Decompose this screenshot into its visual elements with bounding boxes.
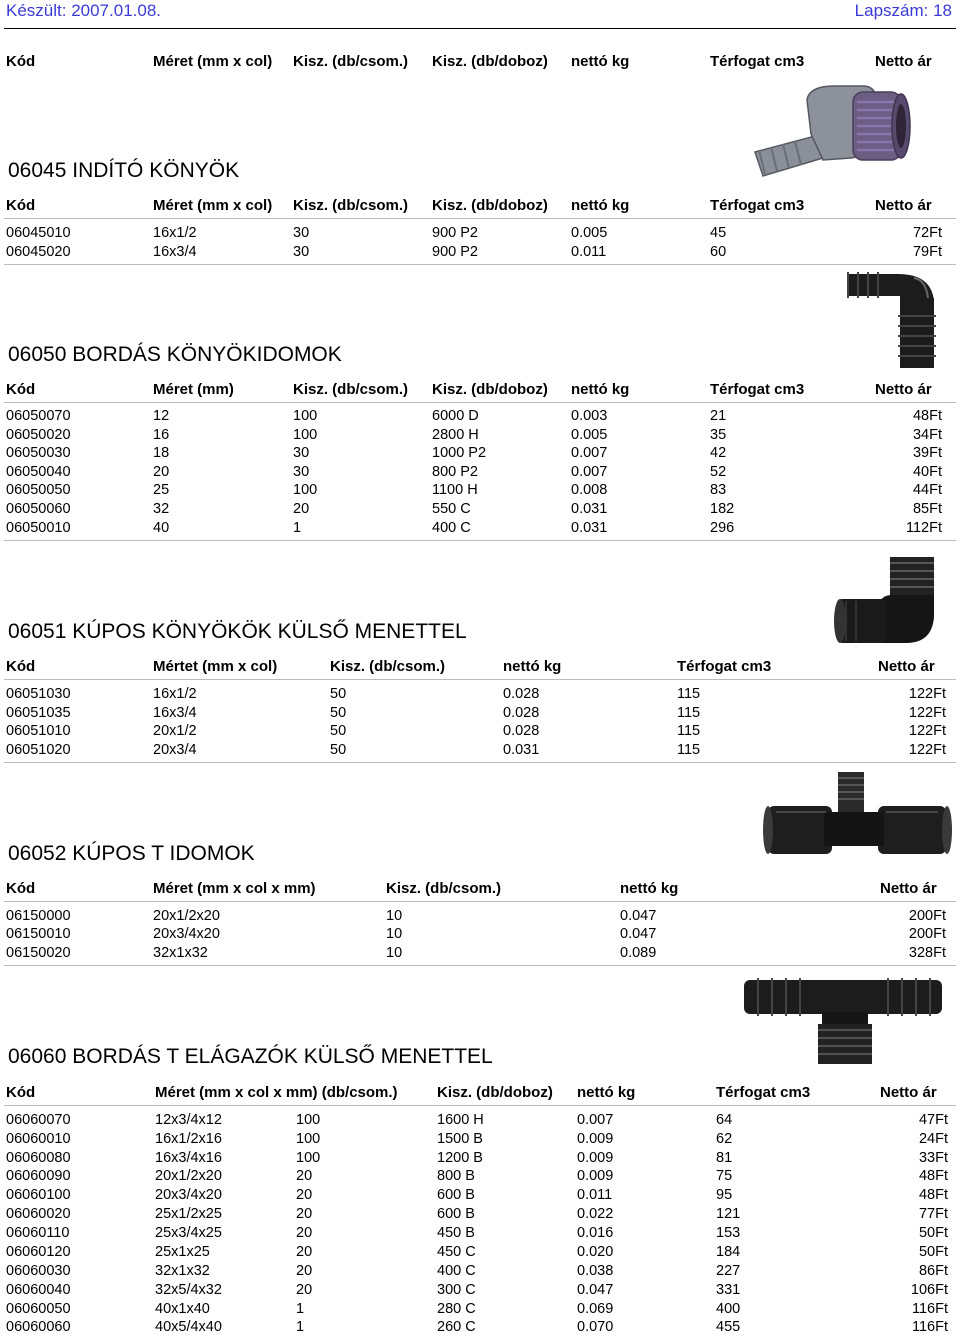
cell: 60	[710, 244, 727, 260]
cell: 20	[293, 501, 310, 517]
header-cell: Térfogat cm3	[710, 197, 805, 214]
cell: 06050020	[6, 427, 71, 443]
cell: 16x1/2	[153, 225, 197, 241]
cell: 20x1/2x20	[153, 908, 220, 924]
cell: 0.047	[620, 908, 657, 924]
price-cell: 200Ft	[908, 926, 946, 942]
header-cell: Kisz. (db/csom.)	[386, 880, 502, 897]
header-cell: Netto ár	[880, 1084, 937, 1101]
cell: 06060030	[6, 1263, 71, 1279]
price-cell: 44Ft	[912, 482, 942, 498]
cell: 32	[153, 501, 170, 517]
cell: 331	[716, 1282, 741, 1298]
cell: 0.007	[571, 445, 608, 461]
price-cell: 122Ft	[908, 705, 946, 721]
section-title: 06052 KÚPOS T IDOMOK	[8, 842, 255, 865]
header-cell: Kisz. (db/doboz)	[437, 1084, 553, 1101]
header-cell: Méret (mm x col)	[153, 197, 273, 214]
cell: 20	[296, 1263, 313, 1279]
cell: 06060010	[6, 1131, 71, 1147]
cell: 600 B	[437, 1206, 475, 1222]
cell: 100	[296, 1131, 321, 1147]
price-cell: 40Ft	[912, 464, 942, 480]
cell: 16x1/2x16	[155, 1131, 222, 1147]
cell: 100	[296, 1150, 321, 1166]
barbed-tee-image	[738, 972, 948, 1068]
cell: 06150010	[6, 926, 71, 942]
cell: 600 B	[437, 1187, 475, 1203]
cell: 30	[293, 244, 310, 260]
cell: 2800 H	[432, 427, 479, 443]
price-cell: 122Ft	[908, 686, 946, 702]
divider	[4, 901, 956, 902]
header-cell: Netto ár	[875, 197, 932, 214]
header-cell: Térfogat cm3	[710, 381, 805, 398]
cell: 40	[153, 520, 170, 536]
cell: 115	[677, 742, 701, 758]
cell: 100	[293, 427, 318, 443]
cell: 16x1/2	[153, 686, 197, 702]
cell: 50	[330, 705, 347, 721]
price-cell: 48Ft	[912, 408, 942, 424]
cell: 30	[293, 225, 310, 241]
header-cell: Méret (mm x col x mm) (db/csom.)	[155, 1084, 398, 1101]
cell: 0.009	[577, 1168, 614, 1184]
created-date: Készült: 2007.01.08.	[6, 1, 162, 20]
cell: 1	[296, 1301, 305, 1317]
header-cell: Kód	[6, 197, 36, 214]
cell: 0.028	[503, 686, 540, 702]
cell: 20x1/2	[153, 723, 197, 739]
header-cell: Mértet (mm x col)	[153, 658, 278, 675]
cell: 115	[677, 686, 701, 702]
cell: 06150020	[6, 945, 71, 961]
cell: 10	[386, 908, 403, 924]
cell: 1200 B	[437, 1150, 483, 1166]
header-cell: Kód	[6, 53, 36, 70]
cell: 0.031	[571, 501, 608, 517]
cell: 45	[710, 225, 727, 241]
cell: 35	[710, 427, 727, 443]
cell: 153	[716, 1225, 741, 1241]
cell: 20x3/4x20	[153, 926, 220, 942]
cell: 12	[153, 408, 170, 424]
cell: 06060100	[6, 1187, 71, 1203]
cell: 20	[296, 1282, 313, 1298]
divider	[4, 1105, 956, 1106]
compression-elbow-image	[832, 555, 947, 647]
cell: 20	[296, 1206, 313, 1222]
divider	[4, 679, 956, 680]
cell: 06060080	[6, 1150, 71, 1166]
header-cell: Térfogat cm3	[716, 1084, 811, 1101]
cell: 0.038	[577, 1263, 614, 1279]
cell: 06060040	[6, 1282, 71, 1298]
cell: 400 C	[432, 520, 471, 536]
cell: 32x1x32	[153, 945, 208, 961]
cell: 800 P2	[432, 464, 478, 480]
header-cell: Netto ár	[875, 381, 932, 398]
cell: 0.020	[577, 1244, 614, 1260]
cell: 100	[293, 482, 318, 498]
header-cell: Kisz. (db/csom.)	[293, 381, 409, 398]
cell: 0.028	[503, 705, 540, 721]
cell: 06060110	[6, 1225, 70, 1241]
cell: 18	[153, 445, 170, 461]
cell: 06051030	[6, 686, 71, 702]
cell: 06060060	[6, 1319, 71, 1335]
cell: 06060090	[6, 1168, 71, 1184]
header-cell: Kisz. (db/doboz)	[432, 53, 548, 70]
price-cell: 50Ft	[918, 1244, 948, 1260]
header-cell: Kisz. (db/csom.)	[293, 53, 409, 70]
cell: 16x3/4	[153, 244, 197, 260]
cell: 1	[296, 1319, 305, 1335]
cell: 0.031	[503, 742, 540, 758]
price-cell: 116Ft	[911, 1301, 948, 1317]
cell: 30	[293, 445, 310, 461]
cell: 227	[716, 1263, 741, 1279]
cell: 20	[153, 464, 170, 480]
cell: 25x1/2x25	[155, 1206, 222, 1222]
header-cell: nettó kg	[571, 381, 630, 398]
header-cell: Méret (mm x col)	[153, 53, 273, 70]
cell: 06045020	[6, 244, 71, 260]
cell: 06051035	[6, 705, 71, 721]
divider	[4, 540, 956, 541]
cell: 10	[386, 926, 403, 942]
page-number: Lapszám: 18	[854, 1, 952, 20]
price-cell: 79Ft	[912, 244, 942, 260]
price-cell: 50Ft	[918, 1225, 948, 1241]
cell: 25	[153, 482, 170, 498]
section-title: 06045 INDÍTÓ KÖNYÖK	[8, 159, 240, 182]
cell: 0.008	[571, 482, 608, 498]
cell: 06060020	[6, 1206, 71, 1222]
cell: 296	[710, 520, 735, 536]
cell: 280 C	[437, 1301, 476, 1317]
header-cell: Méret (mm)	[153, 381, 234, 398]
cell: 100	[296, 1112, 321, 1128]
cell: 300 C	[437, 1282, 476, 1298]
price-cell: 116Ft	[911, 1319, 948, 1335]
price-cell: 328Ft	[908, 945, 946, 961]
cell: 06060070	[6, 1112, 71, 1128]
cell: 0.009	[577, 1131, 614, 1147]
cell: 0.005	[571, 427, 608, 443]
cell: 42	[710, 445, 727, 461]
price-cell: 48Ft	[918, 1187, 948, 1203]
cell: 455	[716, 1319, 741, 1335]
cell: 260 C	[437, 1319, 476, 1335]
section-title: 06050 BORDÁS KÖNYÖKIDOMOK	[8, 343, 342, 366]
cell: 182	[710, 501, 735, 517]
cell: 0.070	[577, 1319, 614, 1335]
compression-tee-image	[760, 770, 956, 870]
price-cell: 47Ft	[918, 1112, 948, 1128]
price-cell: 33Ft	[918, 1150, 948, 1166]
cell: 20	[296, 1244, 313, 1260]
header-cell: Kód	[6, 658, 36, 675]
cell: 06050050	[6, 482, 71, 498]
cell: 1600 H	[437, 1112, 484, 1128]
cell: 30	[293, 464, 310, 480]
cell: 06060050	[6, 1301, 71, 1317]
cell: 06060120	[6, 1244, 71, 1260]
barbed-elbow-image	[840, 268, 940, 370]
cell: 0.047	[620, 926, 657, 942]
cell: 52	[710, 464, 727, 480]
cell: 20x3/4	[153, 742, 197, 758]
cell: 50	[330, 723, 347, 739]
cell: 10	[386, 945, 403, 961]
header-cell: Kód	[6, 1084, 36, 1101]
cell: 6000 D	[432, 408, 479, 424]
cell: 40x5/4x40	[155, 1319, 222, 1335]
price-cell: 48Ft	[918, 1168, 948, 1184]
cell: 95	[716, 1187, 733, 1203]
cell: 06150000	[6, 908, 71, 924]
price-cell: 86Ft	[918, 1263, 948, 1279]
cell: 900 P2	[432, 244, 478, 260]
header-cell: nettó kg	[571, 53, 630, 70]
cell: 450 C	[437, 1244, 476, 1260]
cell: 06050010	[6, 520, 71, 536]
top-divider	[4, 28, 956, 29]
cell: 0.069	[577, 1301, 614, 1317]
cell: 0.028	[503, 723, 540, 739]
cell: 16x3/4	[153, 705, 197, 721]
header-cell: Kisz. (db/doboz)	[432, 197, 548, 214]
price-cell: 106Ft	[910, 1282, 948, 1298]
cell: 50	[330, 742, 347, 758]
price-cell: 24Ft	[918, 1131, 948, 1147]
cell: 115	[677, 705, 701, 721]
cell: 400	[716, 1301, 741, 1317]
cell: 06050060	[6, 501, 71, 517]
cell: 0.011	[577, 1187, 613, 1203]
cell: 121	[716, 1206, 741, 1222]
cell: 450 B	[437, 1225, 475, 1241]
divider	[4, 402, 956, 403]
price-cell: 77Ft	[918, 1206, 948, 1222]
cell: 21	[710, 408, 727, 424]
divider	[4, 264, 956, 265]
cell: 40x1x40	[155, 1301, 210, 1317]
divider	[4, 762, 956, 763]
header-cell: Kisz. (db/doboz)	[432, 381, 548, 398]
price-cell: 122Ft	[908, 723, 946, 739]
cell: 06050040	[6, 464, 71, 480]
cell: 1	[293, 520, 302, 536]
cell: 0.009	[577, 1150, 614, 1166]
cell: 900 P2	[432, 225, 478, 241]
cell: 100	[293, 408, 318, 424]
cell: 0.011	[571, 244, 607, 260]
cell: 20x1/2x20	[155, 1168, 222, 1184]
cell: 06050070	[6, 408, 71, 424]
cell: 800 B	[437, 1168, 475, 1184]
cell: 06051010	[6, 723, 71, 739]
price-cell: 34Ft	[912, 427, 942, 443]
cell: 81	[716, 1150, 733, 1166]
price-cell: 85Ft	[912, 501, 942, 517]
cell: 06050030	[6, 445, 71, 461]
cell: 64	[716, 1112, 733, 1128]
divider	[4, 218, 956, 219]
cell: 1000 P2	[432, 445, 487, 461]
cell: 0.089	[620, 945, 657, 961]
header-cell: Kód	[6, 381, 36, 398]
cell: 25x1x25	[155, 1244, 210, 1260]
cell: 16x3/4x16	[155, 1150, 222, 1166]
header-cell: Kisz. (db/csom.)	[293, 197, 409, 214]
price-cell: 200Ft	[908, 908, 946, 924]
header-cell: nettó kg	[503, 658, 562, 675]
cell: 20	[296, 1168, 313, 1184]
cell: 550 C	[432, 501, 471, 517]
cell: 20	[296, 1225, 313, 1241]
header-cell: nettó kg	[577, 1084, 636, 1101]
cell: 16	[153, 427, 170, 443]
header-cell: Netto ár	[880, 880, 937, 897]
header-cell: Netto ár	[878, 658, 935, 675]
header-cell: Netto ár	[875, 53, 932, 70]
price-cell: 39Ft	[912, 445, 942, 461]
cell: 50	[330, 686, 347, 702]
cell: 12x3/4x12	[155, 1112, 222, 1128]
cell: 0.003	[571, 408, 608, 424]
cell: 0.016	[577, 1225, 614, 1241]
cell: 400 C	[437, 1263, 476, 1279]
header-cell: nettó kg	[571, 197, 630, 214]
cell: 06045010	[6, 225, 71, 241]
cell: 0.022	[577, 1206, 614, 1222]
cell: 0.007	[571, 464, 608, 480]
section-title: 06051 KÚPOS KÖNYÖKÖK KÜLSŐ MENETTEL	[8, 620, 467, 643]
cell: 0.005	[571, 225, 608, 241]
cell: 184	[716, 1244, 741, 1260]
cell: 75	[716, 1168, 733, 1184]
header-cell: Méret (mm x col x mm)	[153, 880, 316, 897]
header-cell: Kisz. (db/csom.)	[330, 658, 446, 675]
cell: 32x1x32	[155, 1263, 210, 1279]
price-cell: 112Ft	[905, 520, 942, 536]
cell: 115	[677, 723, 701, 739]
cell: 0.031	[571, 520, 608, 536]
price-cell: 72Ft	[912, 225, 942, 241]
section-title: 06060 BORDÁS T ELÁGAZÓK KÜLSŐ MENETTEL	[8, 1045, 493, 1068]
cell: 06051020	[6, 742, 71, 758]
header-cell: Térfogat cm3	[710, 53, 805, 70]
divider	[4, 965, 956, 966]
cell: 20x3/4x20	[155, 1187, 222, 1203]
cell: 0.047	[577, 1282, 614, 1298]
cell: 25x3/4x25	[155, 1225, 222, 1241]
cell: 83	[710, 482, 727, 498]
cell: 1100 H	[432, 482, 478, 498]
header-cell: Kód	[6, 880, 36, 897]
cell: 62	[716, 1131, 733, 1147]
price-cell: 122Ft	[908, 742, 946, 758]
elbow-threaded-image	[745, 80, 945, 190]
header-cell: Térfogat cm3	[677, 658, 772, 675]
cell: 1500 B	[437, 1131, 483, 1147]
cell: 20	[296, 1187, 313, 1203]
header-cell: nettó kg	[620, 880, 679, 897]
cell: 0.007	[577, 1112, 614, 1128]
cell: 32x5/4x32	[155, 1282, 222, 1298]
